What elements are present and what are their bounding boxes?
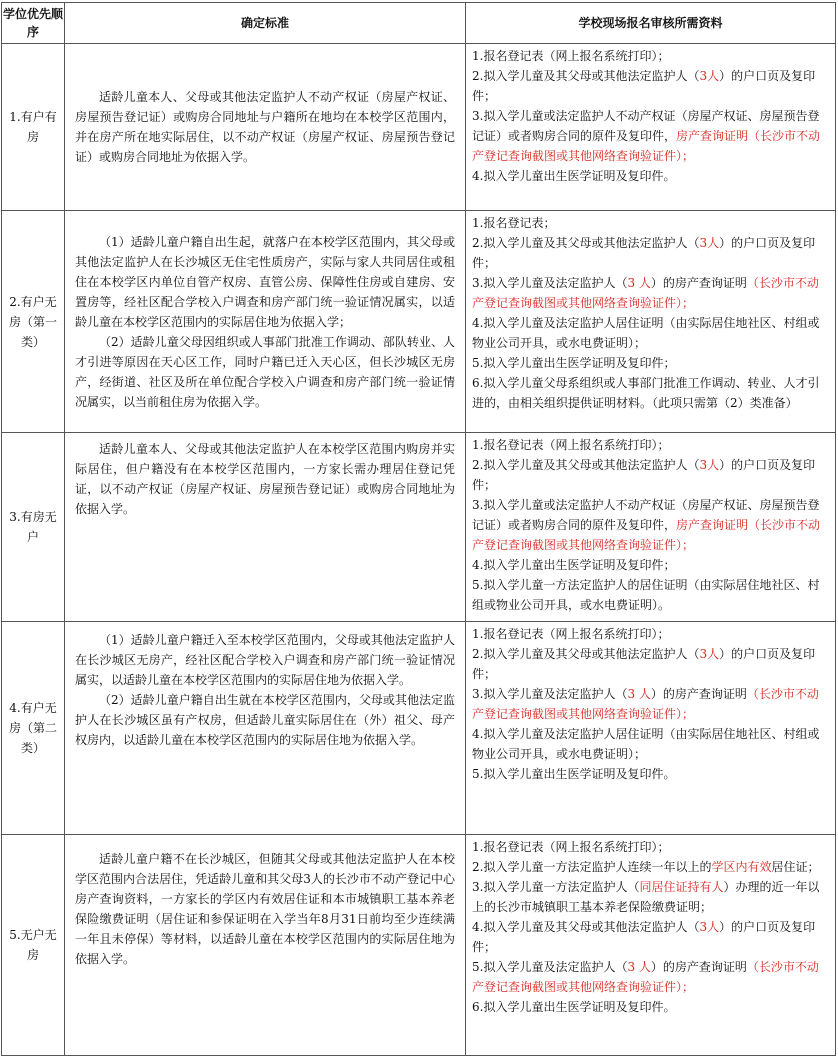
criteria-cell — [65, 433, 466, 622]
material-text: 1.报名登记表（网上报名系统打印）； — [472, 840, 670, 854]
material-text: 2.拟入学儿童及其父母或其他法定监护人（ — [472, 458, 700, 472]
material-text: 2.拟入学儿童一方法定监护人连续一年以上的 — [472, 860, 712, 874]
material-text: 2.拟入学儿童及其父母或其他法定监护人（ — [472, 647, 700, 661]
material-item — [472, 837, 829, 857]
material-text: ）的房产查询证明 — [650, 276, 747, 290]
highlight-text: 同居住证持有人 — [639, 880, 724, 894]
material-item — [472, 435, 829, 455]
material-text: 3.拟入学儿童或法定监护人不动产权证（房屋产权证、房屋预告登记证）或者购房合同的原件及复印件， — [472, 498, 820, 532]
materials-cell — [466, 622, 836, 835]
material-text: 3.拟入学儿童或法定监护人不动产权证（房屋产权证、房屋预告登记证）或者购房合同的原件及复印件， — [472, 109, 820, 143]
table-row — [2, 622, 836, 835]
criteria-paragraph: （1）适龄儿童户籍迁入至本校学区范围内，父母或其他法定监护人在长沙城区无房产，经社区配合学校入户调查和房产部门统一验证情况属实，以适龄儿童在本校学区范围内的实际居住地为依据入学。 — [75, 633, 455, 687]
material-item — [472, 624, 829, 644]
highlight-text: 3 人 — [627, 687, 651, 701]
material-text: 3.拟入学儿童及法定监护人（ — [472, 276, 628, 290]
material-text: 5.拟入学儿童及法定监护人（ — [472, 960, 628, 974]
category-cell: 2.有户无房（第一类） — [2, 211, 65, 433]
material-text: 6.拟入学儿童父母系组织或人事部门批准工作调动、转业、人才引进的，由相关组织提供证明材料。（此项只需第（2）类准备） — [472, 376, 820, 410]
materials-cell — [466, 835, 836, 1056]
table-header-row — [2, 3, 836, 44]
material-text: 3.拟入学儿童及法定监护人（ — [472, 687, 628, 701]
material-text: 5.拟入学儿童一方法定监护人的居住证明（由实际居住地社区、村组或物业公司开具，或水电费证明）。 — [472, 578, 820, 612]
material-text: 4.拟入学儿童及其父母或其他法定监护人（ — [472, 920, 700, 934]
criteria-cell — [65, 622, 466, 835]
material-text: 居住证； — [771, 860, 820, 874]
materials-cell — [466, 433, 836, 622]
material-text: ）的户口页及复印件； — [472, 69, 816, 103]
criteria-paragraph: 适龄儿童本人、父母或其他法定监护人不动产权证（房屋产权证、房屋预告登记证）或购房合同地址与户籍所在地均在本校学区范围内，并在房产所在地实际居住，以不动产权证（房屋产权证、房屋预告登记证）或购房合同地址为依据入学。 — [75, 90, 455, 164]
highlight-text: 3 人 — [627, 960, 651, 974]
material-item — [472, 373, 829, 413]
highlight-text: 3人 — [699, 920, 720, 934]
material-item — [472, 66, 829, 106]
highlight-text: 3人 — [699, 236, 720, 250]
header-materials: 学校现场报名审核所需资料 — [466, 3, 836, 44]
criteria-cell — [65, 211, 466, 433]
material-item — [472, 857, 829, 877]
material-text: 5.拟入学儿童出生医学证明及复印件。 — [472, 767, 676, 781]
material-text: 5.拟入学儿童出生医学证明及复印件； — [472, 356, 676, 370]
criteria-paragraph: （2）适龄儿童父母因组织或人事部门批准工作调动、部队转业、人才引进等原因在天心区工作，同时户籍已迁入天心区，但长沙城区无房产，经街道、社区及所在单位配合学校入户调查和房产部门统一验证情况属实，以当前租住房为依据入学。 — [75, 334, 455, 409]
highlight-text: 3人 — [699, 647, 720, 661]
material-item — [472, 313, 829, 353]
material-item — [472, 764, 829, 784]
table-row — [2, 44, 836, 211]
criteria-paragraph: （2）适龄儿童户籍自出生就在本校学区范围内，父母或其他法定监护人在长沙城区虽有产权房，但适龄儿童实际居住在（外）祖父、母产权房内，以适龄儿童在本校学区范围内的实际居住地为依据入学。 — [75, 693, 455, 747]
table-row — [2, 433, 836, 622]
highlight-text: 学区内有效 — [711, 860, 772, 874]
material-item — [472, 353, 829, 373]
material-text: 3.拟入学儿童一方法定监护人（ — [472, 880, 640, 894]
materials-cell — [466, 44, 836, 211]
header-priority: 学位优先顺序 — [2, 3, 65, 44]
material-text: 4.拟入学儿童出生医学证明及复印件； — [472, 558, 676, 572]
material-item — [472, 495, 829, 555]
material-item — [472, 166, 829, 186]
material-item — [472, 213, 829, 233]
highlight-text: 3人 — [699, 458, 720, 472]
material-item — [472, 575, 829, 615]
highlight-text: （长沙市不动产登记查询截图或其他网络查询验证件）； — [472, 276, 819, 310]
criteria-paragraph: 适龄儿童户籍不在长沙城区，但随其父母或其他法定监护人在本校学区范围内合法居住，凭适龄儿童和其父母3人的长沙市不动产登记中心房产查询资料，一方家长的学区内有效居住证和本市城镇职工基本养老保险缴费证明（居住证和参保证明在入学当年8月31日前均至少连续满一年且未停保）等材料，以适龄儿童在本校学区范围内的实际居住地为依据入学。 — [75, 852, 455, 966]
material-item — [472, 233, 829, 273]
criteria-cell — [65, 44, 466, 211]
material-text: 1.报名登记表； — [472, 216, 556, 230]
category-cell: 5.无户无房 — [2, 835, 65, 1056]
material-text: ）的户口页及复印件； — [472, 647, 816, 681]
highlight-text: 3 人 — [627, 276, 651, 290]
material-item — [472, 997, 829, 1017]
material-text: 1.报名登记表（网上报名系统打印）； — [472, 438, 670, 452]
material-text: ）的房产查询证明 — [650, 960, 747, 974]
material-text: 1.报名登记表（网上报名系统打印）； — [472, 627, 670, 641]
highlight-text: 房产查询证明（长沙市不动产登记查询截图或其他网络查询验证件）； — [472, 518, 821, 552]
material-text: 2.拟入学儿童及其父母或其他法定监护人（ — [472, 69, 700, 83]
criteria-paragraph: （1）适龄儿童户籍自出生起，就落户在本校学区范围内，其父母或其他法定监护人在长沙城区无住宅性质房产，实际与家人共同居住或租住在本校学区内单位自管产权房、直管公房、保障性住房或自建房、安置房等，经社区配合学校入户调查和房产部门统一验证情况属实，以适龄儿童在本校学区范围内的实际居住地为依据入学； — [75, 234, 455, 329]
material-item — [472, 724, 829, 764]
material-item — [472, 455, 829, 495]
highlight-text: （长沙市不动产登记查询截图或其他网络查询验证件）； — [472, 960, 819, 994]
category-cell: 1.有户有房 — [2, 44, 65, 211]
material-text: 4.拟入学儿童出生医学证明及复印件。 — [472, 169, 676, 183]
material-text: 2.拟入学儿童及其父母或其他法定监护人（ — [472, 236, 700, 250]
material-text: 4.拟入学儿童及法定监护人居住证明（由实际居住地社区、村组或物业公司开具，或水电费证明）； — [472, 727, 820, 761]
material-item — [472, 106, 829, 166]
table-row — [2, 211, 836, 433]
material-item — [472, 917, 829, 957]
material-item — [472, 555, 829, 575]
material-text: 1.报名登记表（网上报名系统打印）； — [472, 49, 670, 63]
criteria-cell — [65, 835, 466, 1056]
highlight-text: 房产查询证明（长沙市不动产登记查询截图或其他网络查询验证件）； — [472, 129, 821, 163]
material-text: ）的户口页及复印件； — [472, 458, 816, 492]
table-row — [2, 835, 836, 1056]
material-item — [472, 46, 829, 66]
material-text: 4.拟入学儿童及法定监护人居住证明（由实际居住地社区、村组或物业公司开具，或水电费证明）； — [472, 316, 820, 350]
material-item — [472, 644, 829, 684]
material-item — [472, 957, 829, 997]
header-criteria: 确定标准 — [65, 3, 466, 44]
material-text: ）的户口页及复印件； — [472, 236, 816, 270]
highlight-text: 3人 — [699, 69, 720, 83]
materials-cell — [466, 211, 836, 433]
highlight-text: （长沙市不动产登记查询截图或其他网络查询验证件）； — [472, 687, 819, 721]
criteria-paragraph: 适龄儿童本人、父母或其他法定监护人在本校学区范围内购房并实际居住，但户籍没有在本校学区范围内，一方家长需办理居住登记凭证，以不动产权证（房屋产权证、房屋预告登记证）或购房合同地址为依据入学。 — [75, 442, 455, 516]
material-text: ）的户口页及复印件； — [472, 920, 816, 954]
category-cell: 4.有户无房（第二类） — [2, 622, 65, 835]
material-text: ）办理的近一年以上的长沙市城镇职工基本养老保险缴费证明； — [472, 880, 820, 914]
material-text: 6.拟入学儿童出生医学证明及复印件。 — [472, 1000, 676, 1014]
material-item — [472, 273, 829, 313]
material-item — [472, 877, 829, 917]
material-text: ）的房产查询证明 — [650, 687, 747, 701]
enrollment-criteria-table — [1, 2, 836, 1056]
category-cell: 3.有房无户 — [2, 433, 65, 622]
material-item — [472, 684, 829, 724]
